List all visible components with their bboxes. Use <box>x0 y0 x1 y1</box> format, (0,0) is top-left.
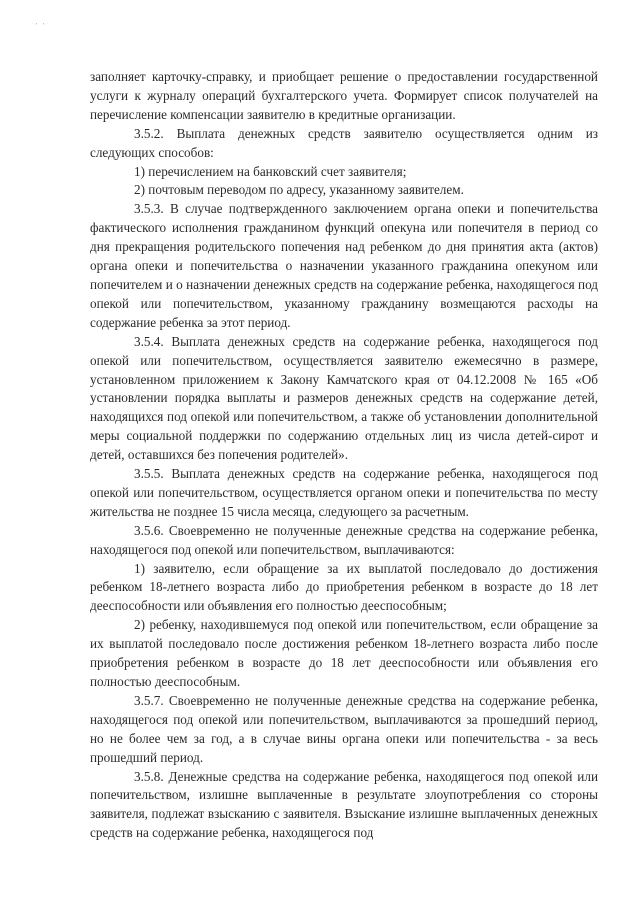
list-item-bank-account: 1) перечислением на банковский счет заявителя; <box>134 163 407 179</box>
paragraph-3-5-4: 3.5.4. Выплата денежных средств на содержание ребенка, находящегося под опекой или попечительством, осуществляется заявителю ежемесячно в размере, установленном приложением к Закону Камчатского края от 04.12.2008 № 165 «Об установлении порядка выплаты и размеров денежных средств на содержание детей, находящихся под опекой или попечительством, а также об установлении дополнительной меры социальной поддержки по содержанию отдельных лиц из числа детей-сирот и детей, оставшихся без попечения родителей». <box>90 333 598 463</box>
paragraph-3-5-3: 3.5.3. В случае подтвержденного заключением органа опеки и попечительства фактического исполнения гражданином функций опекуна или попечителя в период со дня прекращения родительского попечения над ребенком до дня принятия акта (актов) органа опеки и попечительства о назначении указанного гражданина опекуном или попечителем и о назначении денежных средств на содержание ребенка, находящегося под опекой или попечительством, указанному гражданину возмещаются расходы на содержание ребенка за этот период. <box>90 201 598 330</box>
paragraph-3-5-2: 3.5.2. Выплата денежных средств заявителю осуществляется одним из следующих способов: <box>90 125 598 160</box>
list-item-applicant: 1) заявителю, если обращение за их выплатой последовало до достижения ребенком 18-летнего возраста либо до приобретения ребенком в возрасте до 18 лет дееспособности или объявления его полностью дееспособным; <box>90 560 598 614</box>
paragraph-3-5-6: 3.5.6. Своевременно не полученные денежные средства на содержание ребенка, находящегося под опекой или попечительством, выплачиваются: <box>90 522 598 557</box>
paragraph-3-5-7: 3.5.7. Своевременно не полученные денежные средства на содержание ребенка, находящегося под опекой или попечительством, выплачиваются за прошедший период, но не более чем за год, а в случае вины органа опеки или попечительства - за весь прошедший период. <box>90 692 598 765</box>
document-body <box>90 68 598 843</box>
paragraph-continuation: заполняет карточку-справку, и приобщает решение о предоставлении государственной услуги к журналу операций бухгалтерского учета. Формирует список получателей на перечисление компенсации заявителю в кредитные организации. <box>90 69 598 122</box>
scan-corner-mark: ' ' <box>36 22 47 30</box>
paragraph-3-5-5: 3.5.5. Выплата денежных средств на содержание ребенка, находящегося под опекой или попечительством, осуществляется органом опеки и попечительства по месту жительства не позднее 15 числа месяца, следующего за расчетным. <box>90 466 598 519</box>
paragraph-3-5-8: 3.5.8. Денежные средства на содержание ребенка, находящегося под опекой или попечительством, излишне выплаченные в результате злоупотребления со стороны заявителя, подлежат взысканию с заявителя. Взыскание излишне выплаченных денежных средств на содержание ребенка, находящегося под <box>90 768 598 841</box>
list-item-child: 2) ребенку, находившемуся под опекой или попечительством, если обращение за их выплатой последовало после достижения ребенком 18-летнего возраста либо после приобретения ребенком в возрасте до 18 лет дееспособности или объявления его полностью дееспособным. <box>90 617 598 689</box>
list-item-postal-transfer: 2) почтовым переводом по адресу, указанному заявителем. <box>134 182 464 198</box>
